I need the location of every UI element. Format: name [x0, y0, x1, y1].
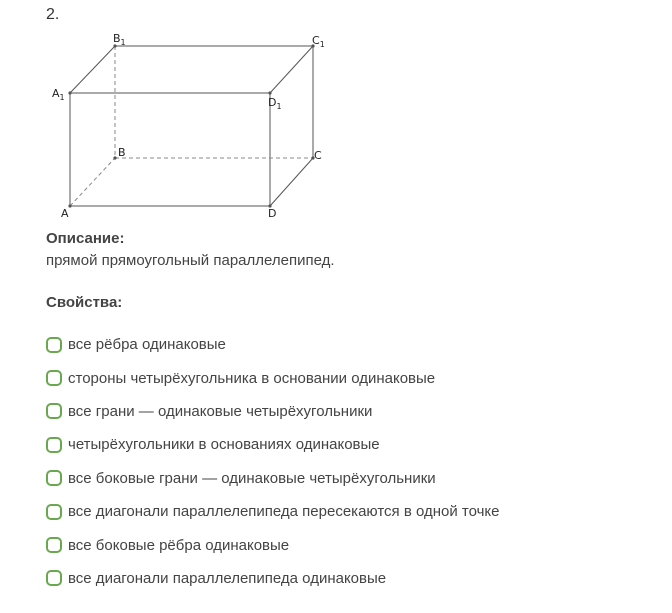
property-option-4[interactable] — [46, 428, 500, 461]
visible-edges — [70, 46, 313, 206]
checkbox[interactable] — [46, 470, 62, 486]
property-label: все диагонали параллелепипеда пересекаются в одной точке — [68, 503, 500, 521]
dot-d1 — [268, 91, 271, 94]
property-label: все рёбра одинаковые — [68, 336, 226, 354]
checkbox[interactable] — [46, 370, 62, 386]
edge-a1-b1 — [70, 46, 115, 93]
property-option-7[interactable] — [46, 528, 500, 561]
edge-a-b — [70, 158, 115, 206]
property-label: четырёхугольники в основаниях одинаковые — [68, 436, 380, 454]
property-option-3[interactable] — [46, 395, 500, 428]
label-b: B — [118, 146, 126, 159]
description-title: Описание: — [46, 230, 125, 247]
dot-b — [113, 156, 116, 159]
description-text: прямой прямоугольный параллелепипед. — [46, 252, 335, 269]
label-d1: $D_1$ — [268, 96, 282, 111]
hidden-edges — [70, 46, 313, 206]
label-b1: $B_1$ — [113, 32, 126, 47]
property-option-1[interactable] — [46, 328, 500, 361]
parallelepiped-diagram — [0, 0, 672, 230]
properties-title: Свойства: — [46, 294, 123, 311]
property-label: все грани — одинаковые четырёхугольники — [68, 402, 373, 420]
checkbox[interactable] — [46, 570, 62, 586]
checkbox[interactable] — [46, 537, 62, 553]
checkbox[interactable] — [46, 337, 62, 353]
label-d: D — [268, 207, 277, 220]
dot-a — [68, 204, 71, 207]
property-label: все диагонали параллелепипеда одинаковые — [68, 569, 387, 587]
property-label: все боковые грани — одинаковые четырёхугольники — [68, 469, 436, 487]
label-a: A — [61, 207, 69, 220]
property-label: стороны четырёхугольника в основании одинаковые — [68, 369, 436, 387]
checkbox[interactable] — [46, 437, 62, 453]
properties-list — [46, 328, 500, 595]
label-c1: $C_1$ — [312, 34, 325, 49]
vertex-dots — [68, 44, 314, 207]
property-option-6[interactable] — [46, 495, 500, 528]
dot-a1 — [68, 91, 71, 94]
property-option-8[interactable] — [46, 562, 500, 595]
task-number: 2. — [46, 6, 60, 23]
edge-d1-c1 — [270, 46, 313, 93]
checkbox[interactable] — [46, 403, 62, 419]
checkbox[interactable] — [46, 504, 62, 520]
property-option-2[interactable] — [46, 361, 500, 394]
edge-d-c — [270, 158, 313, 206]
label-c: C — [314, 149, 322, 162]
property-option-5[interactable] — [46, 462, 500, 495]
label-a1: $A_1$ — [52, 87, 65, 102]
property-label: все боковые рёбра одинаковые — [68, 536, 290, 554]
